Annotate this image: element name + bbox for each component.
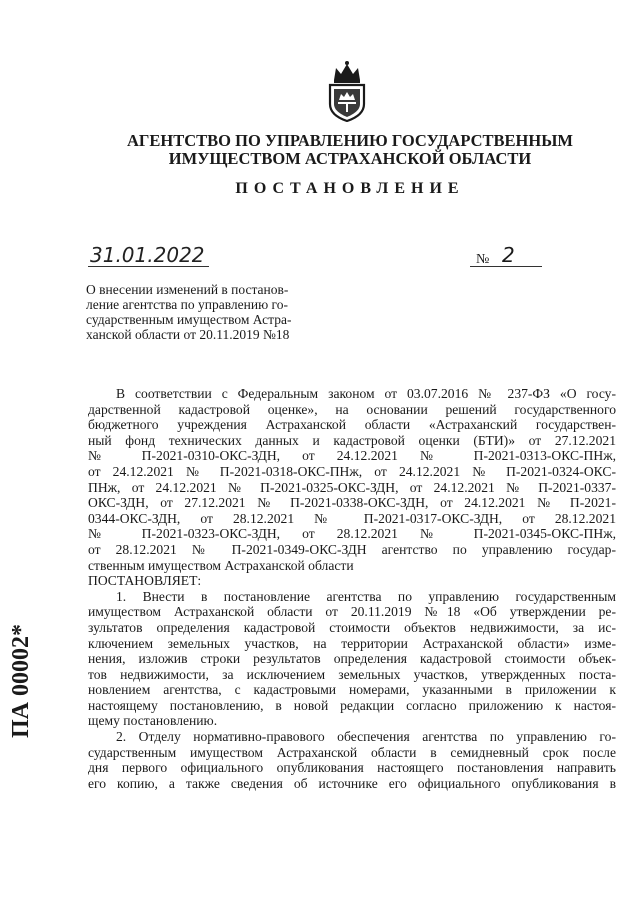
resolution-keyword: ПОСТАНОВЛЯЕТ: <box>88 573 202 589</box>
body-line: В соответствии с Федеральным законом от 03.07.2016 № 237-ФЗ «О госу- <box>116 386 616 401</box>
agency-name <box>60 132 640 168</box>
body-line: от 28.12.2021 № П-2021-0349-ОКС-ЗДН агентство по управлению государ- <box>88 541 616 557</box>
agency-name-line: ИМУЩЕСТВОМ АСТРАХАНСКОЙ ОБЛАСТИ <box>168 149 532 168</box>
subject-line: ханской области от 20.11.2019 №18 <box>86 327 290 342</box>
subject-line: ление агентства по управлению го- <box>86 297 288 312</box>
body-line: бюджетного учреждения Астраханской области «Астраханский государствен- <box>88 417 616 433</box>
number-underline <box>470 266 542 267</box>
body-line: сударственным имуществом Астраханской области в семидневный срок после <box>88 744 616 760</box>
body-line: 0344-ОКС-ЗДН, от 28.12.2021 № П-2021-0317-ОКС-ЗДН, от 28.12.2021 <box>88 510 616 526</box>
subject-line: сударственным имуществом Астра- <box>86 312 292 327</box>
body-line: дня первого официального опубликования настоящего постановления направить <box>88 760 616 776</box>
body-line: его копию, а также сведения об источнике его официального опубликования в <box>88 775 616 791</box>
body-line: от 24.12.2021 № П-2021-0318-ОКС-ПНж, от 24.12.2021 № П-2021-0324-ОКС- <box>88 463 616 479</box>
body-line: 2. Отделу нормативно-правового обеспечения агентства по управлению го- <box>116 729 616 745</box>
body-line: № П-2021-0310-ОКС-ЗДН, от 24.12.2021 № П-2021-0313-ОКС-ПНж, <box>88 448 616 464</box>
body-line: тов недвижимости, за исключением земельных участков, утвержденных поста- <box>88 666 616 682</box>
body-line: ключением земельных участков, на территории Астраханской области» изме- <box>88 635 616 651</box>
body-line: ный фонд технических данных и кадастровой оценки (БТИ)» от 27.12.2021 <box>88 432 616 448</box>
body-line: № П-2021-0323-ОКС-ЗДН, от 28.12.2021 № П-2021-0345-ОКС-ПНж, <box>88 526 616 542</box>
document-subject <box>86 282 326 342</box>
document-number: 2 <box>502 243 515 267</box>
document-body <box>88 386 616 791</box>
body-line: нения, изложив строки результатов определения кадастровой стоимости объек- <box>88 651 616 667</box>
body-line: щему постановлению. <box>88 713 218 729</box>
subject-line: О внесении изменений в постанов- <box>86 282 289 297</box>
body-line: ОКС-ЗДН, от 27.12.2021 № П-2021-0338-ОКС-ЗДН, от 24.12.2021 № П-2021- <box>88 495 616 511</box>
body-line: ПНж, от 24.12.2021 № П-2021-0325-ОКС-ЗДН, от 24.12.2021 № П-2021-0337- <box>88 479 616 495</box>
registration-stamp: ПА 00002* <box>8 624 34 738</box>
coat-of-arms-icon <box>322 58 372 122</box>
body-line: дарственной кадастровой оценке», на основании решений государственного <box>88 401 616 417</box>
agency-name-line: АГЕНТСТВО ПО УПРАВЛЕНИЮ ГОСУДАРСТВЕННЫМ <box>127 131 573 150</box>
body-line: зультатов определения кадастровой стоимости объектов недвижимости, за ис- <box>88 619 616 635</box>
body-line: имуществом Астраханской области от 20.11.2019 №18 «Об утверждении ре- <box>88 604 616 620</box>
document-type-title: ПОСТАНОВЛЕНИЕ <box>235 180 465 197</box>
body-line: ственным имуществом Астраханской области <box>88 557 354 573</box>
document-number-label: № <box>476 252 490 267</box>
body-line: настоящему постановлению, в новой редакции согласно приложению к настоя- <box>88 697 616 713</box>
body-line: новлением агентства, с кадастровыми номерами, указанными в приложении к <box>88 682 616 698</box>
document-date: 31.01.2022 <box>88 244 209 267</box>
body-line: 1. Внести в постановление агентства по управлению государственным <box>116 588 616 604</box>
